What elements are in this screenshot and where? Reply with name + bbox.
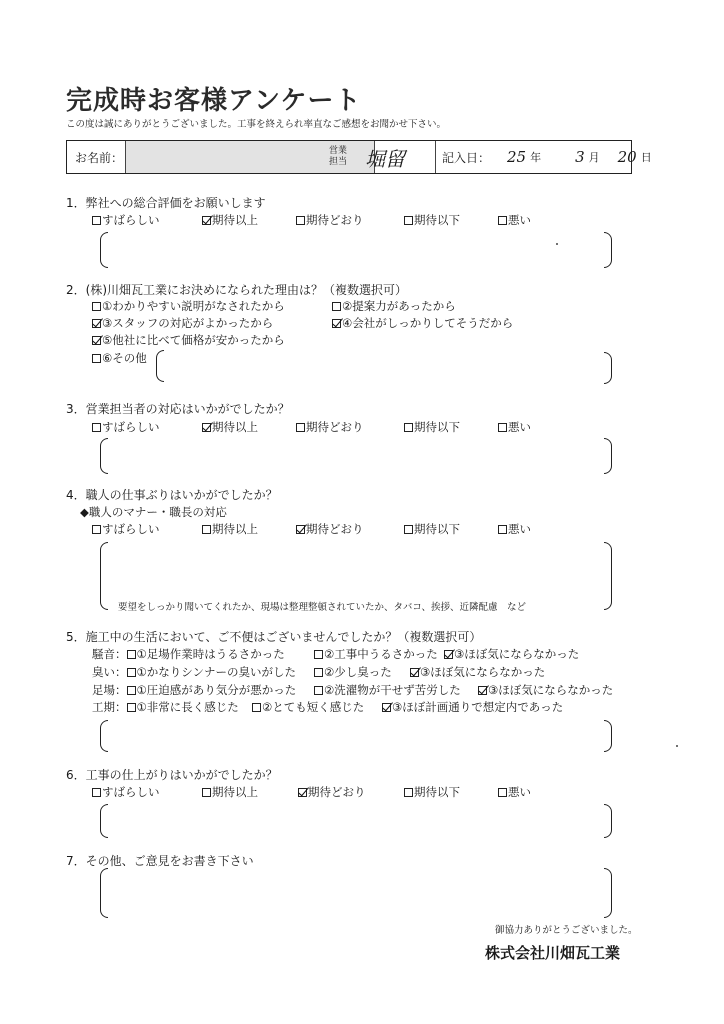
q1-title: 1．弊社への総合評価をお願いします	[66, 196, 266, 210]
checkbox[interactable]	[127, 668, 136, 677]
option-label: ⑥その他	[102, 351, 147, 365]
q6-title: 6．工事の仕上がりはいかがでしたか？	[66, 768, 278, 782]
q5-noise-row	[92, 646, 285, 662]
q4-comment-bracket-right	[604, 542, 612, 610]
scan-speck	[556, 243, 558, 245]
scaffold-label: 足場：	[92, 683, 127, 697]
checkbox[interactable]	[127, 703, 136, 712]
checkbox[interactable]	[92, 525, 101, 534]
checkbox-checked[interactable]	[444, 650, 453, 659]
q3-option-3[interactable]	[296, 419, 364, 435]
period-label: 工期：	[92, 700, 127, 714]
checkbox[interactable]	[296, 216, 305, 225]
q6-option-5[interactable]	[498, 784, 531, 800]
checkbox-checked[interactable]	[478, 686, 487, 695]
option-label: ②とても短く感じた	[262, 700, 365, 714]
checkbox-checked[interactable]	[202, 423, 211, 432]
option-label: ①圧迫感があり気分が悪かった	[136, 683, 297, 697]
checkbox[interactable]	[314, 650, 323, 659]
noise-label: 騒音：	[92, 647, 127, 661]
checkbox[interactable]	[92, 354, 101, 363]
q3-option-2[interactable]	[202, 419, 258, 435]
checkbox[interactable]	[252, 703, 261, 712]
checkbox-checked[interactable]	[382, 703, 391, 712]
option-label: ①足場作業時はうるさかった	[136, 647, 285, 661]
q5-smell-row	[92, 664, 296, 680]
q7-title: 7．その他、ご意見をお書き下さい	[66, 854, 254, 868]
checkbox[interactable]	[202, 525, 211, 534]
option-label: 悪い	[508, 213, 531, 227]
option-label: すばらしい	[102, 420, 160, 434]
q2-option-1[interactable]	[92, 298, 285, 314]
checkbox-checked[interactable]	[202, 216, 211, 225]
q1-option-3[interactable]	[296, 212, 364, 228]
date-day: 20	[617, 148, 637, 166]
option-label: 期待以下	[414, 522, 460, 536]
q4-subtitle: ◆職人のマナー・職長の対応	[80, 505, 227, 519]
checkbox[interactable]	[404, 788, 413, 797]
q2-option-5[interactable]	[92, 332, 285, 348]
q2-other-bracket-right	[604, 352, 612, 384]
checkbox[interactable]	[498, 788, 507, 797]
checkbox[interactable]	[332, 302, 341, 311]
checkbox-checked[interactable]	[92, 336, 101, 345]
q5-period-2[interactable]	[252, 699, 364, 715]
q1-option-5[interactable]	[498, 212, 531, 228]
q4-option-5[interactable]	[498, 521, 531, 537]
checkbox-checked[interactable]	[410, 668, 419, 677]
info-box	[66, 140, 652, 174]
q2-option-4[interactable]	[332, 315, 513, 331]
checkbox[interactable]	[127, 650, 136, 659]
q1-option-4[interactable]	[404, 212, 460, 228]
checkbox[interactable]	[92, 788, 101, 797]
q6-option-1[interactable]	[92, 784, 160, 800]
q5-period-3[interactable]	[382, 699, 563, 715]
option-label: 期待以下	[414, 213, 460, 227]
option-label: ①わかりやすい説明がなされたから	[102, 299, 285, 313]
q3-title: 3．営業担当者の対応はいかがでしたか？	[66, 402, 290, 416]
q6-option-3[interactable]	[298, 784, 366, 800]
checkbox-checked[interactable]	[296, 525, 305, 534]
option-label: ②提案力があったから	[342, 299, 456, 313]
q1-option-2[interactable]	[202, 212, 258, 228]
q7-comment-bracket-left	[100, 868, 108, 918]
q5-noise-2[interactable]	[314, 646, 438, 662]
q2-option-2[interactable]	[332, 298, 456, 314]
q6-comment-bracket-left	[100, 804, 108, 838]
option-label: ③ほぼ気にならなかった	[454, 647, 580, 661]
q5-comment-bracket-left	[100, 720, 108, 752]
checkbox[interactable]	[127, 686, 136, 695]
checkbox[interactable]	[498, 423, 507, 432]
option-label: 悪い	[508, 522, 531, 536]
date-day-unit: 日	[640, 151, 652, 164]
checkbox[interactable]	[92, 302, 101, 311]
company-name: 株式会社川畑瓦工業	[485, 944, 621, 962]
q4-title: 4．職人の仕事ぶりはいかがでしたか？	[66, 488, 278, 502]
option-label: ⑤他社に比べて価格が安かったから	[102, 333, 285, 347]
q5-scaffold-2[interactable]	[314, 682, 461, 698]
page-title: 完成時お客様アンケート	[66, 86, 362, 116]
date-label: 記入日：	[442, 150, 491, 165]
option-label: ②洗濯物が干せず苦労した	[324, 683, 461, 697]
option-label: 期待どおり	[308, 785, 366, 799]
page-subtitle: この度は誠にありがとうございました。工事を終えられ率直なご感想をお聞かせ下さい。	[66, 119, 447, 130]
option-label: すばらしい	[102, 522, 160, 536]
q3-option-4[interactable]	[404, 419, 460, 435]
option-label: ②工事中うるさかった	[324, 647, 438, 661]
checkbox[interactable]	[404, 423, 413, 432]
sales-label-line2: 担当	[329, 157, 348, 167]
checkbox[interactable]	[498, 216, 507, 225]
option-label: 期待以下	[414, 785, 460, 799]
checkbox[interactable]	[314, 686, 323, 695]
checkbox-checked[interactable]	[298, 788, 307, 797]
q1-option-1[interactable]	[92, 212, 160, 228]
q1-comment-bracket-left	[100, 232, 108, 268]
footer-thanks: 御協力ありがとうございました。	[495, 925, 638, 936]
q3-option-5[interactable]	[498, 419, 531, 435]
option-label: ③ほぼ計画通りで想定内であった	[392, 700, 564, 714]
sales-rep-name: 堀留	[365, 146, 405, 171]
option-label: ③スタッフの対応がよかったから	[102, 316, 274, 330]
option-label: ①非常に長く感じた	[136, 700, 239, 714]
q6-comment-bracket-right	[604, 804, 612, 838]
date-year: 25	[507, 148, 527, 166]
checkbox[interactable]	[202, 788, 211, 797]
date-value	[507, 141, 652, 173]
q3-option-1[interactable]	[92, 419, 160, 435]
q5-smell-2[interactable]	[314, 664, 392, 680]
checkbox[interactable]	[296, 423, 305, 432]
option-label: 期待どおり	[306, 522, 364, 536]
option-label: 期待どおり	[306, 213, 364, 227]
option-label: 期待以上	[212, 785, 258, 799]
checkbox-checked[interactable]	[332, 319, 341, 328]
option-label: 期待以上	[212, 522, 258, 536]
q2-option-3[interactable]	[92, 315, 273, 331]
q3-comment-bracket-left	[100, 438, 108, 474]
option-label: ④会社がしっかりしてそうだから	[342, 316, 514, 330]
option-label: ③ほぼ気にならなかった	[488, 683, 614, 697]
option-label: 期待以上	[212, 213, 258, 227]
option-label: 期待以上	[212, 420, 258, 434]
option-label: ②少し臭った	[324, 665, 392, 679]
q5-title: 5．施工中の生活において、ご不便はございませんでしたか？（複数選択可）	[66, 630, 482, 644]
smell-label: 臭い：	[92, 665, 127, 679]
q5-comment-bracket-right	[604, 720, 612, 752]
option-label: 悪い	[508, 420, 531, 434]
checkbox[interactable]	[314, 668, 323, 677]
checkbox[interactable]	[404, 525, 413, 534]
q4-option-4[interactable]	[404, 521, 460, 537]
q5-noise-3[interactable]	[444, 646, 579, 662]
q6-option-2[interactable]	[202, 784, 258, 800]
checkbox[interactable]	[92, 216, 101, 225]
q4-option-3[interactable]	[296, 521, 364, 537]
checkbox[interactable]	[498, 525, 507, 534]
option-label: 悪い	[508, 785, 531, 799]
q4-option-2[interactable]	[202, 521, 258, 537]
q2-option-6[interactable]	[92, 350, 147, 366]
date-month-unit: 月	[588, 151, 600, 164]
q5-smell-3[interactable]	[410, 664, 545, 680]
q2-other-bracket-left	[156, 350, 164, 382]
option-label: 期待どおり	[306, 420, 364, 434]
q7-comment-bracket-right	[604, 868, 612, 918]
q5-period-row	[92, 699, 239, 715]
q4-comment-bracket-left	[100, 542, 108, 610]
option-label: すばらしい	[102, 213, 160, 227]
sales-label-line1: 営業	[329, 146, 348, 156]
divider	[435, 141, 436, 173]
q5-scaffold-row	[92, 682, 296, 698]
q4-option-1[interactable]	[92, 521, 160, 537]
option-label: ①かなりシンナーの臭いがした	[136, 665, 297, 679]
q3-comment-bracket-right	[604, 438, 612, 474]
option-label: 期待以下	[414, 420, 460, 434]
date-month: 3	[575, 148, 585, 166]
q2-title: 2．(株)川畑瓦工業にお決めになられた理由は？（複数選択可）	[66, 283, 408, 297]
option-label: すばらしい	[102, 785, 160, 799]
checkbox-checked[interactable]	[92, 319, 101, 328]
name-label: お名前：	[75, 150, 124, 165]
q5-scaffold-3[interactable]	[478, 682, 613, 698]
scan-speck	[676, 745, 678, 747]
date-year-unit: 年	[530, 151, 542, 164]
q4-hint: 要望をしっかり聞いてくれたか、現場は整理整頓されていたか、タバコ、挨拶、近隣配慮 など	[118, 602, 527, 613]
q6-option-4[interactable]	[404, 784, 460, 800]
option-label: ③ほぼ気にならなかった	[420, 665, 546, 679]
q1-comment-bracket-right	[604, 232, 612, 268]
checkbox[interactable]	[92, 423, 101, 432]
checkbox[interactable]	[404, 216, 413, 225]
sales-label	[329, 141, 347, 173]
